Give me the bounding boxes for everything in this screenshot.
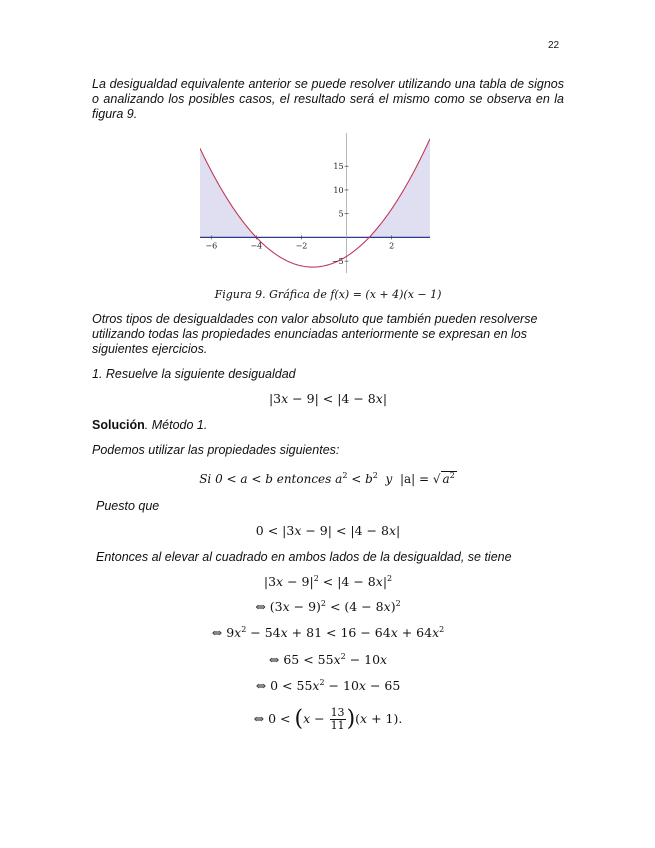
math-step-2: ⇔ $(3x - 9)^2 < (4 - 8x)^2$ xyxy=(255,599,401,614)
math-positive-chain: 0 < |3x − 9| < |4 − 8x| xyxy=(255,523,401,538)
page-number: 22 xyxy=(548,40,560,51)
y-tick-label: 10 xyxy=(333,185,344,195)
solution-rest: . Método 1. xyxy=(144,418,208,432)
solution-bold: Solución xyxy=(92,418,145,432)
x-tick-label: 2 xyxy=(389,241,395,251)
figure-9-chart xyxy=(200,133,430,273)
x-tick-label: −6 xyxy=(205,241,218,251)
math-step-6: ⇔ 0 < (x − $\frac{13}{11}$ )(x + 1). xyxy=(253,706,403,732)
exercise-label: 1. Resuelve la siguiente desigualdad xyxy=(92,367,296,381)
function-curve xyxy=(200,139,430,267)
series-fx-line xyxy=(200,139,430,267)
math-property-radicand: a xyxy=(442,472,450,486)
math-inequality-main: |3x − 9| < |4 − 8x| xyxy=(268,391,388,406)
y-tick-label: −5 xyxy=(331,257,344,267)
figure-caption xyxy=(92,288,564,301)
fraction-13-11: $\frac{13}{11}$ xyxy=(330,706,345,732)
math-property-abs: |a| = xyxy=(399,472,430,486)
other-types-paragraph: Otros tipos de desigualdades con valor absoluto que también pueden resolverse utilizando todas las propiedades enunciadas anteriormente se expresan en los siguientes ejercicios. xyxy=(92,312,538,356)
math-step-3: ⇔ $9x^2 - 54x + 81 < 16 - 64x + 64x^2$ xyxy=(211,625,445,640)
intro-paragraph: La desigualdad equivalente anterior se puede resolver utilizando una tabla de signos o analizando los posibles casos, el resultado será el mismo como se observa en la figura 9. xyxy=(92,77,564,121)
math-step-4: ⇔ $65 < 55x^2 - 10x$ xyxy=(268,652,388,667)
math-step-1: $|3x - 9|^2 < |4 - 8x|^2$ xyxy=(263,574,393,589)
sqrt-symbol: √ $a^2$ xyxy=(432,471,455,486)
math-property-condition: Si 0 < a < b entonces xyxy=(199,472,332,486)
solution-line xyxy=(92,418,564,433)
y-tick-label: 15 xyxy=(333,162,344,172)
x-tick-label: −4 xyxy=(250,241,263,251)
figure-caption-label: Figura 9. Gráfica de xyxy=(214,288,327,301)
shaded-regions xyxy=(200,139,430,238)
puesto-que-label: Puesto que xyxy=(96,499,160,513)
y-tick-label: 5 xyxy=(338,209,344,219)
math-property-y: y xyxy=(385,472,393,486)
math-step-5: ⇔ $0 < 55x^2 - 10x - 65$ xyxy=(255,678,401,693)
properties-intro: Podemos utilizar las propiedades siguientes: xyxy=(92,443,340,457)
shaded-region-0 xyxy=(200,148,256,237)
shaded-region-1 xyxy=(369,139,430,238)
x-tick-label: −2 xyxy=(295,241,308,251)
entonces-paragraph: Entonces al elevar al cuadrado en ambos lados de la desigualdad, se tiene xyxy=(96,550,512,564)
math-property: Si 0 < a < b entonces $a^2 < b^2$ y |a| = √ $a^2$ xyxy=(199,471,455,486)
figure-caption-formula: f(x) = (x + 4)(x − 1) xyxy=(330,288,442,301)
